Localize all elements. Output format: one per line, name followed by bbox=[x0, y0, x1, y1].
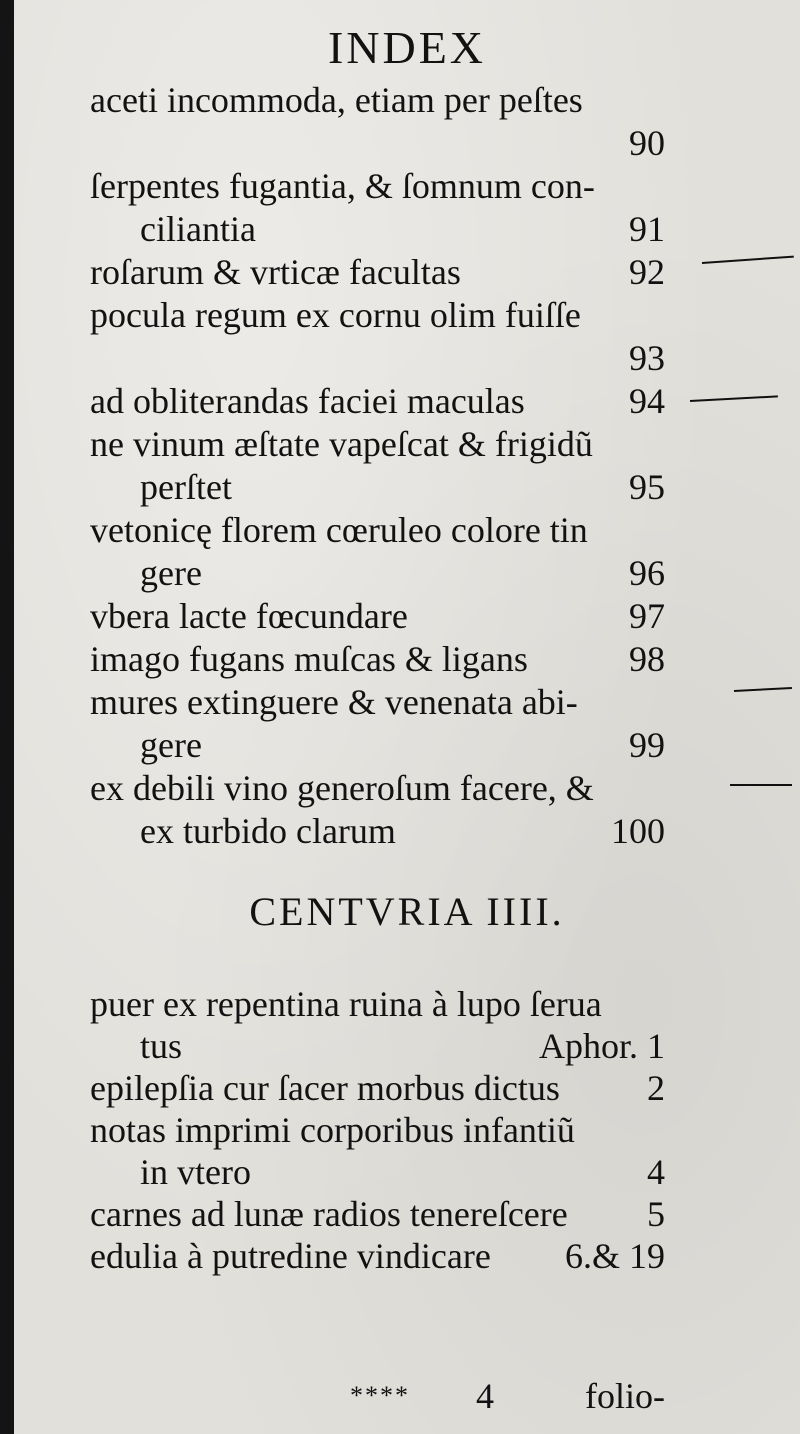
entry-number: 97 bbox=[629, 596, 665, 636]
page-edge-shadow bbox=[0, 0, 14, 1434]
entry-text: ciliantia bbox=[140, 209, 256, 249]
entry-number: 4 bbox=[647, 1152, 665, 1192]
entry-number: 5 bbox=[647, 1194, 665, 1234]
entry-number: 96 bbox=[629, 553, 665, 593]
entry-number: 90 bbox=[629, 123, 665, 163]
index-entry bbox=[140, 1148, 665, 1196]
margin-pen-mark bbox=[730, 784, 792, 786]
index-entry bbox=[90, 592, 665, 640]
entry-text: mures extinguere & venenata abi- bbox=[90, 682, 578, 722]
entry-number: 95 bbox=[629, 467, 665, 507]
entry-text: ne vinum æſtate vapeſcat & frigidũ bbox=[90, 424, 593, 464]
entry-number: 93 bbox=[629, 338, 665, 378]
page-text bbox=[14, 0, 800, 1434]
index-entry bbox=[90, 980, 665, 1028]
entry-text: notas imprimi corporibus infantiũ bbox=[90, 1110, 575, 1150]
entry-number: 100 bbox=[611, 811, 665, 851]
index-entry bbox=[140, 463, 665, 511]
section-title: CENTVRIA IIII. bbox=[249, 889, 565, 934]
entry-text: tus bbox=[140, 1026, 183, 1066]
entry-number: 6.& 19 bbox=[564, 1236, 665, 1276]
index-entry bbox=[90, 764, 665, 812]
index-entry bbox=[90, 334, 665, 382]
entry-text: imago fugans muſcas & ligans bbox=[90, 639, 528, 679]
signature-number: 4 bbox=[476, 1376, 494, 1416]
entry-text: vbera lacte fœcundare bbox=[90, 596, 408, 636]
entry-text: ad obliterandas faciei maculas bbox=[90, 381, 525, 421]
index-entry bbox=[90, 506, 665, 554]
index-entry bbox=[140, 205, 665, 253]
entry-text: pocula regum ex cornu olim fuiſſe bbox=[90, 295, 581, 335]
entry-text: aceti incommoda, etiam per peſtes bbox=[90, 80, 583, 120]
index-entry bbox=[140, 807, 665, 855]
index-entry bbox=[90, 248, 665, 296]
entry-text: gere bbox=[140, 553, 202, 593]
entry-text: vetonicę florem cœruleo colore tin bbox=[90, 510, 588, 550]
index-entry bbox=[90, 76, 665, 124]
entry-text: gere bbox=[140, 725, 202, 765]
entry-text: ex debili vino generoſum facere, & bbox=[90, 768, 594, 808]
index-entry bbox=[90, 119, 665, 167]
index-entry bbox=[90, 377, 665, 425]
entry-text: carnes ad lunæ radios tenereſcere bbox=[90, 1194, 568, 1234]
index-entry bbox=[90, 420, 665, 468]
index-entry bbox=[90, 1064, 665, 1112]
entry-text: edulia à putredine vindicare bbox=[90, 1236, 491, 1276]
entry-number: 99 bbox=[629, 725, 665, 765]
index-entry bbox=[90, 635, 665, 683]
entry-number: Aphor. 1 bbox=[539, 1026, 665, 1066]
index-entry bbox=[90, 162, 665, 210]
entry-text: epilepſia cur ſacer morbus dictus bbox=[90, 1068, 560, 1108]
index-entry bbox=[140, 1022, 665, 1070]
entry-text: puer ex repentina ruina à lupo ſerua bbox=[90, 984, 602, 1024]
index-entry bbox=[90, 291, 665, 339]
entry-number: 91 bbox=[629, 209, 665, 249]
signature-mark: **** bbox=[350, 1381, 410, 1410]
index-entry bbox=[140, 549, 665, 597]
index-entry bbox=[90, 1106, 665, 1154]
index-entry bbox=[140, 721, 665, 769]
page-footer bbox=[90, 1368, 665, 1424]
entry-text: ex turbido clarum bbox=[140, 811, 396, 851]
entry-text: in vtero bbox=[140, 1152, 251, 1192]
index-entry bbox=[90, 1190, 665, 1238]
entry-number: 92 bbox=[629, 252, 665, 292]
index-entry bbox=[90, 678, 665, 726]
entry-text: roſarum & vrticæ facultas bbox=[90, 252, 461, 292]
book-page bbox=[14, 0, 800, 1434]
entry-number: 94 bbox=[629, 381, 665, 421]
index-entry bbox=[90, 1232, 665, 1280]
entry-text: ſerpentes fugantia, & ſomnum con- bbox=[90, 166, 595, 206]
page-heading: INDEX bbox=[327, 22, 487, 73]
catchword: folio- bbox=[585, 1376, 665, 1416]
entry-number: 98 bbox=[629, 639, 665, 679]
entry-text: perſtet bbox=[140, 467, 232, 507]
entry-number: 2 bbox=[647, 1068, 665, 1108]
